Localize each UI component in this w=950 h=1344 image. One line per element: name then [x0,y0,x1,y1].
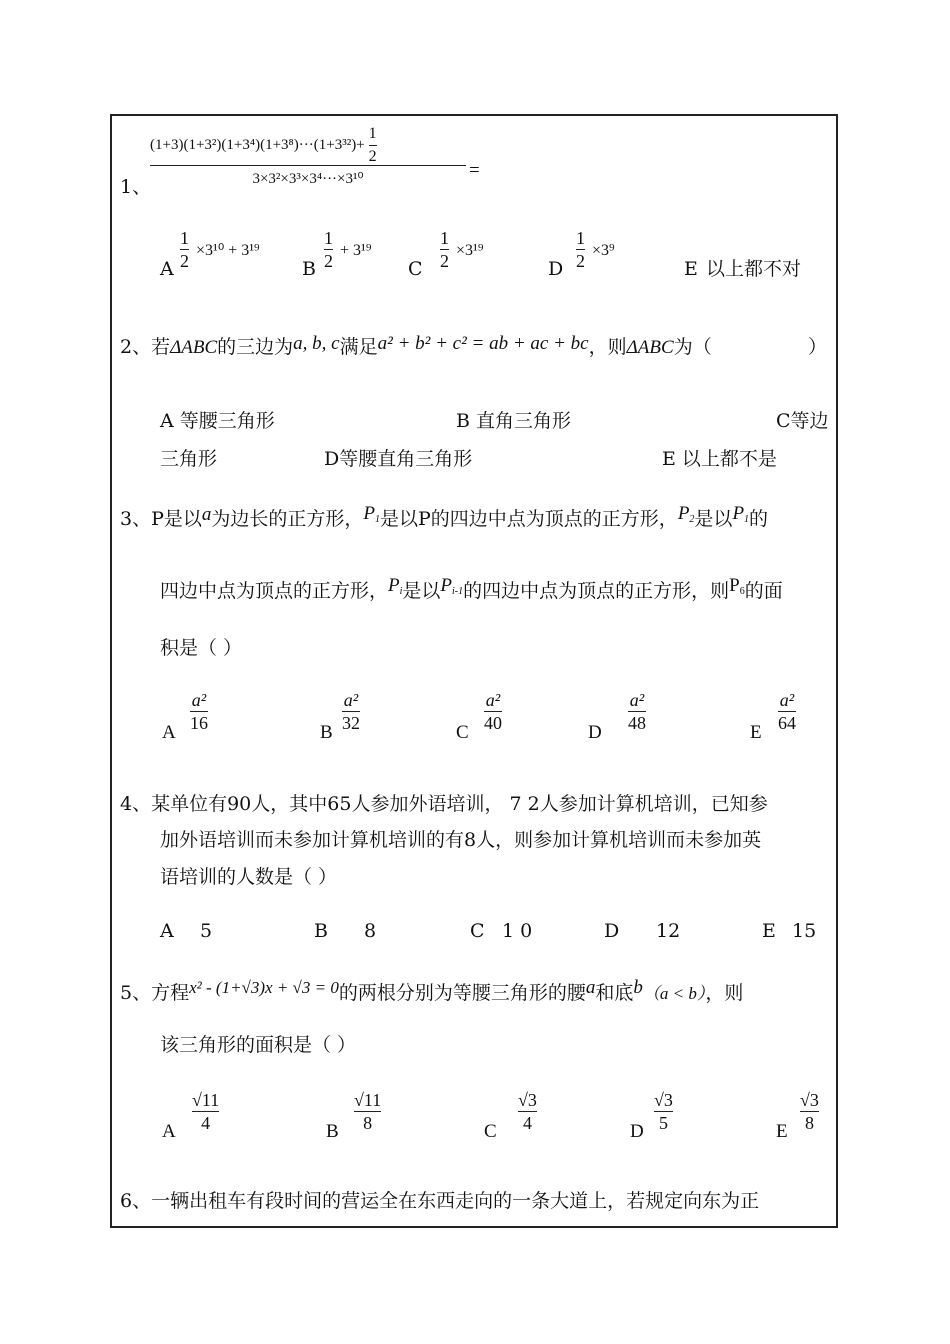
q3-option-e-num: a² [779,690,795,710]
q5-condition: （a < b） [642,984,706,1003]
q3-option-d-frac [628,690,646,733]
q3-option-b-frac [342,690,360,733]
q3-text-2b: 是以 [402,580,441,602]
q1-half-num: 1 [368,124,377,142]
q1-option-a-frac-num: 1 [180,228,189,248]
q3-p1b-sub: 1 [744,514,750,525]
q3-text-1a: P是以 [151,508,202,530]
q4-option-a-label: A [160,920,174,942]
q1-option-d-frac-num: 1 [576,228,585,248]
q5-line-1 [120,977,744,1005]
q2-option-b: B 直角三角形 [456,410,572,432]
q3-text-2a: 四边中点为顶点的正方形， [160,580,389,602]
q5-option-d-frac [654,1090,673,1133]
q2-option-a: A 等腰三角形 [160,410,275,432]
q3-text-2c: 的四边中点为顶点的正方形，则 [463,580,730,602]
q1-option-a-frac [180,228,189,271]
q3-line-3: 积是（ ） [160,637,243,659]
q5-option-c-frac [518,1090,537,1133]
q3-option-b-den: 32 [342,713,360,733]
q2-option-d: D等腰直角三角形 [324,448,473,470]
q3-option-a-frac [190,690,208,733]
q3-pi-sub: i [399,586,403,597]
q3-p2: P [677,503,690,524]
q5-math-b: b [633,977,643,998]
q1-option-b-label: B [302,258,316,280]
q2-text-4: ，则 [588,336,627,358]
q5-option-e-label: E [776,1121,788,1142]
q2-stem [120,333,712,359]
q1-option-c-frac-num: 1 [440,228,449,248]
q1-number: 1、 [120,176,152,198]
q3-text-2d: 的面 [744,580,783,602]
q5-option-d-num: √3 [654,1090,673,1110]
q1-option-e-label: E [684,258,698,280]
q2-text-2: 的三边为 [217,336,294,358]
q3-option-d-den: 48 [628,713,646,733]
q2-math-2: a, b, c [293,333,340,354]
q3-option-e-frac [778,690,796,733]
q5-option-b-den: 8 [363,1113,373,1133]
q1-option-d-label: D [548,258,564,280]
q1-option-b-frac-den: 2 [324,251,333,271]
q1-option-b-rest: + 3¹⁹ [340,242,372,259]
q4-line-3: 语培训的人数是（ ） [160,866,338,888]
q5-option-b-label: B [326,1121,339,1142]
q5-option-a-num: √11 [192,1090,220,1110]
q1-option-c-rest: ×3¹⁹ [456,242,484,259]
q3-option-a-num: a² [191,690,207,710]
q5-option-b-num: √11 [354,1090,382,1110]
q5-option-e-den: 8 [804,1113,814,1133]
q4-line-2: 加外语培训而未参加计算机培训的有8人，则参加计算机培训而未参加英 [160,829,762,851]
q3-text-1d: 是以 [694,508,733,530]
q5-option-c-den: 4 [522,1113,532,1133]
q2-text-3: 满足 [339,336,378,358]
q3-p6-sub: 6 [739,586,745,597]
q3-math-a: a [201,504,212,525]
q5-line-2: 该三角形的面积是（ ） [160,1034,357,1056]
question-table-frame [110,114,838,1228]
q4-option-c-label: C [470,920,485,942]
q1-half-den: 2 [368,147,377,165]
q1-option-d-frac-den: 2 [576,251,585,271]
q5-option-d-label: D [630,1121,644,1142]
q5-option-c-num: √3 [518,1090,537,1110]
q2-math-1: ΔABC [170,337,218,358]
q3-option-a-label: A [162,722,176,743]
q3-p6: P [729,575,740,596]
q1-option-c-label: C [408,258,423,280]
q1-option-d-frac [576,228,585,271]
q1-half-fraction [369,124,377,167]
q3-option-d-label: D [588,722,602,743]
q5-text-2: 的两根分别为等腰三角形的腰 [338,982,586,1004]
q3-number: 3、 [120,508,152,530]
q1-option-b-frac [324,228,333,271]
q1-numerator-expression: (1+3)(1+3²)(1+3⁴)(1+3⁸)···(1+3³²)+ [150,136,365,153]
q3-p1b: P [732,503,745,524]
q1-option-a-frac-den: 2 [180,251,189,271]
q3-text-1c: 是以P的四边中点为顶点的正方形， [380,508,678,530]
q3-text-1b: 为边长的正方形， [211,508,364,530]
q5-option-a-den: 4 [201,1113,211,1133]
q4-option-d-value: 12 [656,920,681,942]
q3-pi: P [388,575,400,596]
q4-line-1: 4、某单位有90人，其中65人参加外语培训， 7 2人参加计算机培训，已知参 [120,793,768,815]
q3-p1: P [363,503,376,524]
q2-text-5: 为（ [673,336,712,358]
q2-close-paren: ） [808,336,828,358]
q5-option-b-frac [354,1090,381,1133]
q2-option-e: E 以上都不是 [662,448,777,470]
q1-option-c-frac [440,228,449,271]
q2-option-c-part1: C等边 [776,410,829,432]
q2-text-1: 若 [151,336,171,358]
q3-option-c-num: a² [485,690,501,710]
q5-option-c-label: C [484,1121,497,1142]
q3-option-b-label: B [320,722,333,743]
q4-option-d-label: D [604,920,620,942]
q3-option-e-label: E [750,722,762,743]
q3-option-c-frac [484,690,502,733]
q5-number: 5、 [120,982,152,1004]
q3-pi1-sub: i-1 [452,586,464,597]
q1-main-fraction [150,125,468,188]
q6-line-1: 6、一辆出租车有段时间的营运全在东西走向的一条大道上，若规定向东为正 [120,1190,760,1212]
q3-option-e-den: 64 [778,713,796,733]
q3-option-a-den: 16 [190,713,208,733]
q3-p2-sub: 2 [689,514,695,525]
q1-option-a-label: A [160,258,174,280]
q1-option-c-frac-den: 2 [440,251,449,271]
q1-option-d-rest: ×3⁹ [592,242,615,259]
q4-option-e-value: 15 [792,920,817,942]
q5-math-a: a [585,977,596,998]
q5-option-e-frac [800,1090,819,1133]
q4-option-c-value: 1 0 [502,920,533,942]
q5-text-1: 方程 [151,982,190,1004]
q3-p1-sub: 1 [375,514,381,525]
q5-option-e-num: √3 [800,1090,819,1110]
q2-number: 2、 [120,336,152,358]
q5-option-d-den: 5 [658,1113,668,1133]
q3-pi1: P [440,575,453,596]
q1-denominator-expression: 3×3²×3³×3⁴···×3¹⁰ [252,171,364,187]
q3-option-d-num: a² [629,690,645,710]
q1-option-a-rest: ×3¹⁰ + 3¹⁹ [196,242,260,259]
q2-option-c-part2: 三角形 [160,448,218,470]
q3-option-c-label: C [456,722,469,743]
q2-math-4: ΔABC [626,337,674,358]
q5-option-a-label: A [162,1121,176,1142]
q3-line-2 [160,575,783,609]
q5-option-a-frac [192,1090,219,1133]
q3-text-1e: 的 [749,508,769,530]
q5-text-3: 和底 [595,982,634,1004]
q3-option-c-den: 40 [484,713,502,733]
q4-option-b-label: B [314,920,328,942]
q4-option-b-value: 8 [364,920,377,942]
q3-line-1 [120,503,769,537]
q1-equals: = [469,160,480,181]
q1-option-b-frac-num: 1 [324,228,333,248]
q3-option-b-num: a² [343,690,359,710]
q4-option-a-value: 5 [200,920,213,942]
q5-equation: x² - (1+√3)x + √3 = 0 [189,978,339,997]
q2-math-3: a² + b² + c² = ab + ac + bc [377,333,589,354]
q1-option-e-text: 以上都不对 [706,258,802,280]
q4-option-e-label: E [762,920,776,942]
q5-text-4: ，则 [705,982,744,1004]
